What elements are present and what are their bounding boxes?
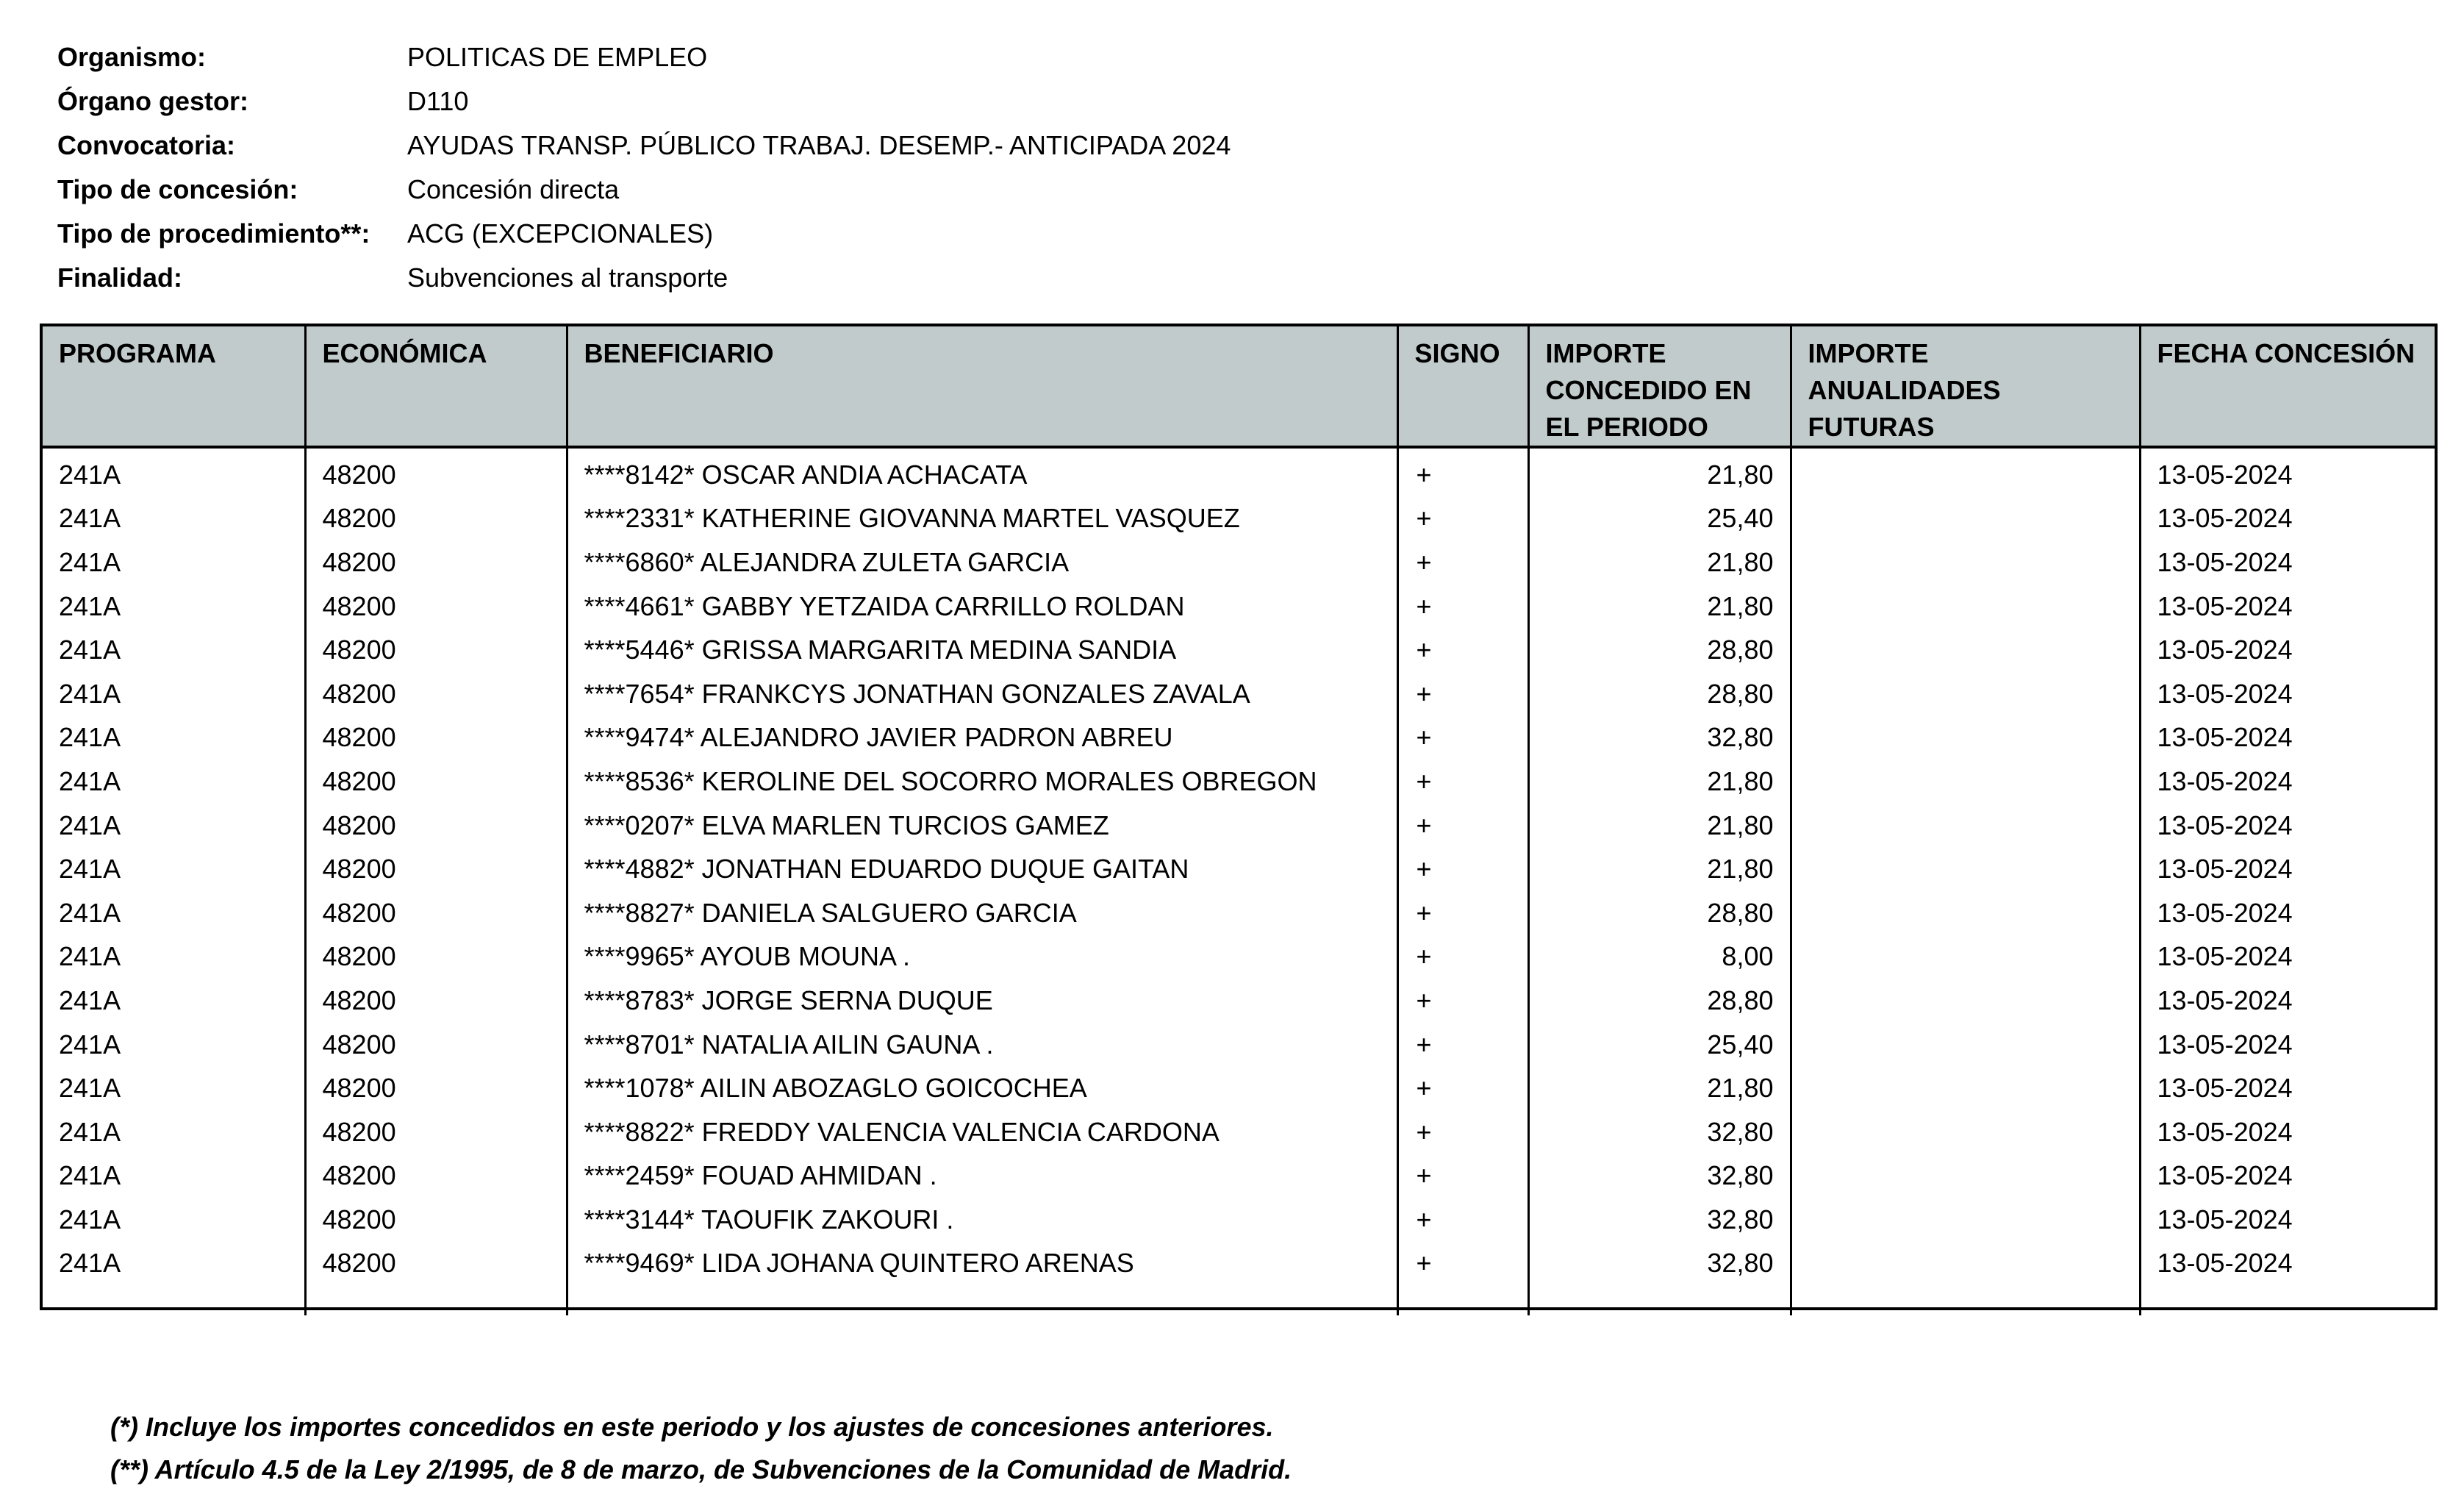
economica-cell: 48200 (305, 891, 567, 935)
economica-cell: 48200 (305, 1154, 567, 1198)
beneficiario-cell: ****8827* DANIELA SALGUERO GARCIA (567, 891, 1397, 935)
programa-cell: 241A (43, 935, 305, 979)
economica-cell: 48200 (305, 935, 567, 979)
column-header-programa: PROGRAMA (43, 326, 305, 447)
signo-cell: + (1397, 1066, 1528, 1110)
header-label: Tipo de concesión: (57, 174, 298, 204)
importe-anualidades-cell (1791, 847, 2140, 891)
economica-cell: 48200 (305, 497, 567, 541)
programa-cell: 241A (43, 1154, 305, 1198)
beneficiario-cell: ****4661* GABBY YETZAIDA CARRILLO ROLDAN (567, 585, 1397, 629)
importe-anualidades-cell (1791, 540, 2140, 585)
filler-cell (1397, 1285, 1528, 1315)
table-row (43, 672, 2435, 716)
filler-cell (305, 1285, 567, 1315)
programa-cell: 241A (43, 540, 305, 585)
grants-table (43, 326, 2435, 1315)
programa-cell: 241A (43, 716, 305, 760)
table-row (43, 1110, 2435, 1154)
programa-cell: 241A (43, 447, 305, 497)
signo-cell: + (1397, 716, 1528, 760)
table-row (43, 1066, 2435, 1110)
beneficiario-cell: ****8822* FREDDY VALENCIA VALENCIA CARDONA (567, 1110, 1397, 1154)
programa-cell: 241A (43, 847, 305, 891)
beneficiario-cell: ****2459* FOUAD AHMIDAN . (567, 1154, 1397, 1198)
importe-concedido-cell: 21,80 (1528, 1066, 1791, 1110)
economica-cell: 48200 (305, 672, 567, 716)
header-value: D110 (407, 86, 469, 116)
fecha-concesion-cell: 13-05-2024 (2157, 590, 2293, 621)
table-row (43, 1198, 2435, 1242)
header-label: Convocatoria: (57, 130, 236, 160)
importe-concedido-cell: 28,80 (1528, 891, 1791, 935)
column-header-signo: SIGNO (1397, 326, 1528, 447)
importe-concedido-cell: 8,00 (1528, 935, 1791, 979)
header-row-organismo (57, 35, 1231, 79)
column-header-fecha-concesion: FECHA CONCESIÓN (2140, 326, 2435, 447)
programa-cell: 241A (43, 891, 305, 935)
column-header-economica: ECONÓMICA (305, 326, 567, 447)
beneficiario-cell: ****0207* ELVA MARLEN TURCIOS GAMEZ (567, 804, 1397, 848)
fecha-concesion-cell: 13-05-2024 (2157, 1248, 2293, 1279)
filler-cell (1791, 1285, 2140, 1315)
programa-cell: 241A (43, 628, 305, 672)
table-header-row (43, 326, 2435, 447)
fecha-concesion-cell: 13-05-2024 (2157, 810, 2293, 840)
header-row-organo-gestor (57, 79, 1231, 124)
header-label: Organismo: (57, 42, 207, 72)
programa-cell: 241A (43, 1110, 305, 1154)
table-body (43, 447, 2435, 1315)
importe-anualidades-cell (1791, 935, 2140, 979)
economica-cell: 48200 (305, 1023, 567, 1067)
table-filler-row (43, 1285, 2435, 1315)
fecha-concesion-cell: 13-05-2024 (2157, 765, 2293, 796)
filler-cell (567, 1285, 1397, 1315)
table-row (43, 628, 2435, 672)
fecha-concesion-cell: 13-05-2024 (2157, 1116, 2293, 1147)
table-row (43, 716, 2435, 760)
signo-cell: + (1397, 1110, 1528, 1154)
importe-anualidades-cell (1791, 891, 2140, 935)
beneficiario-cell: ****1078* AILIN ABOZAGLO GOICOCHEA (567, 1066, 1397, 1110)
fecha-concesion-cell: 13-05-2024 (2157, 635, 2293, 665)
signo-cell: + (1397, 628, 1528, 672)
signo-cell: + (1397, 1242, 1528, 1286)
importe-anualidades-cell (1791, 1242, 2140, 1286)
importe-concedido-cell: 21,80 (1528, 540, 1791, 585)
table-row (43, 847, 2435, 891)
economica-cell: 48200 (305, 628, 567, 672)
header-row-tipo-concesion (57, 168, 1231, 212)
programa-cell: 241A (43, 760, 305, 804)
signo-cell: + (1397, 672, 1528, 716)
filler-cell (1528, 1285, 1791, 1315)
signo-cell: + (1397, 1198, 1528, 1242)
footnotes (110, 1406, 1292, 1491)
footnote: (*) Incluye los importes concedidos en este periodo y los ajustes de concesiones anteriores. (110, 1412, 1274, 1442)
importe-anualidades-cell (1791, 447, 2140, 497)
table-row (43, 979, 2435, 1023)
table-row (43, 891, 2435, 935)
importe-anualidades-cell (1791, 1023, 2140, 1067)
fecha-concesion-cell: 13-05-2024 (2157, 897, 2293, 928)
importe-anualidades-cell (1791, 497, 2140, 541)
column-header-importe-anualidades: IMPORTE ANUALIDADES FUTURAS (1791, 326, 2140, 447)
importe-concedido-cell: 28,80 (1528, 979, 1791, 1023)
importe-concedido-cell: 21,80 (1528, 447, 1791, 497)
economica-cell: 48200 (305, 716, 567, 760)
beneficiario-cell: ****4882* JONATHAN EDUARDO DUQUE GAITAN (567, 847, 1397, 891)
beneficiario-cell: ****8701* NATALIA AILIN GAUNA . (567, 1023, 1397, 1067)
beneficiario-cell: ****9474* ALEJANDRO JAVIER PADRON ABREU (567, 716, 1397, 760)
beneficiario-cell: ****3144* TAOUFIK ZAKOURI . (567, 1198, 1397, 1242)
beneficiario-cell: ****5446* GRISSA MARGARITA MEDINA SANDIA (567, 628, 1397, 672)
signo-cell: + (1397, 891, 1528, 935)
fecha-concesion-cell: 13-05-2024 (2157, 854, 2293, 885)
table-row (43, 760, 2435, 804)
economica-cell: 48200 (305, 447, 567, 497)
fecha-concesion-cell: 13-05-2024 (2157, 722, 2293, 753)
importe-concedido-cell: 32,80 (1528, 1242, 1791, 1286)
importe-anualidades-cell (1791, 716, 2140, 760)
table-row (43, 585, 2435, 629)
programa-cell: 241A (43, 1198, 305, 1242)
table-row (43, 804, 2435, 848)
signo-cell: + (1397, 760, 1528, 804)
fecha-concesion-cell: 13-05-2024 (2157, 459, 2293, 490)
importe-anualidades-cell (1791, 585, 2140, 629)
economica-cell: 48200 (305, 979, 567, 1023)
importe-concedido-cell: 21,80 (1528, 847, 1791, 891)
beneficiario-cell: ****9965* AYOUB MOUNA . (567, 935, 1397, 979)
table-row (43, 1154, 2435, 1198)
fecha-concesion-cell: 13-05-2024 (2157, 546, 2293, 577)
fecha-concesion-cell: 13-05-2024 (2157, 1073, 2293, 1104)
beneficiario-cell: ****6860* ALEJANDRA ZULETA GARCIA (567, 540, 1397, 585)
header-label: Finalidad: (57, 262, 182, 293)
signo-cell: + (1397, 1154, 1528, 1198)
header-label: Tipo de procedimiento**: (57, 218, 370, 249)
table-row (43, 935, 2435, 979)
grants-table-frame (40, 324, 2438, 1310)
table-row (43, 1242, 2435, 1286)
economica-cell: 48200 (305, 1066, 567, 1110)
signo-cell: + (1397, 497, 1528, 541)
beneficiario-cell: ****8783* JORGE SERNA DUQUE (567, 979, 1397, 1023)
header-row-finalidad (57, 256, 1231, 300)
fecha-concesion-cell: 13-05-2024 (2157, 941, 2293, 972)
programa-cell: 241A (43, 1242, 305, 1286)
economica-cell: 48200 (305, 1198, 567, 1242)
signo-cell: + (1397, 540, 1528, 585)
header-value: AYUDAS TRANSP. PÚBLICO TRABAJ. DESEMP.- ANTICIPADA 2024 (407, 130, 1231, 160)
signo-cell: + (1397, 585, 1528, 629)
importe-concedido-cell: 21,80 (1528, 804, 1791, 848)
programa-cell: 241A (43, 497, 305, 541)
header-value: ACG (EXCEPCIONALES) (407, 218, 714, 249)
header-value: Concesión directa (407, 174, 620, 204)
header-value: POLITICAS DE EMPLEO (407, 42, 708, 72)
signo-cell: + (1397, 804, 1528, 848)
importe-concedido-cell: 32,80 (1528, 1198, 1791, 1242)
importe-anualidades-cell (1791, 628, 2140, 672)
fecha-concesion-cell: 13-05-2024 (2157, 1204, 2293, 1235)
signo-cell: + (1397, 847, 1528, 891)
programa-cell: 241A (43, 672, 305, 716)
economica-cell: 48200 (305, 760, 567, 804)
header-value: Subvenciones al transporte (407, 262, 728, 293)
table-row (43, 447, 2435, 497)
fecha-concesion-cell: 13-05-2024 (2157, 1160, 2293, 1191)
economica-cell: 48200 (305, 1110, 567, 1154)
programa-cell: 241A (43, 1066, 305, 1110)
economica-cell: 48200 (305, 585, 567, 629)
beneficiario-cell: ****7654* FRANKCYS JONATHAN GONZALES ZAVALA (567, 672, 1397, 716)
importe-concedido-cell: 32,80 (1528, 1154, 1791, 1198)
importe-concedido-cell: 32,80 (1528, 1110, 1791, 1154)
footnote: (**) Artículo 4.5 de la Ley 2/1995, de 8 de marzo, de Subvenciones de la Comunidad de Madrid. (110, 1454, 1292, 1485)
importe-anualidades-cell (1791, 760, 2140, 804)
fecha-concesion-cell: 13-05-2024 (2157, 503, 2293, 534)
importe-anualidades-cell (1791, 1066, 2140, 1110)
importe-concedido-cell: 25,40 (1528, 497, 1791, 541)
importe-anualidades-cell (1791, 1154, 2140, 1198)
signo-cell: + (1397, 935, 1528, 979)
programa-cell: 241A (43, 804, 305, 848)
importe-anualidades-cell (1791, 804, 2140, 848)
column-header-importe-concedido: IMPORTE CONCEDIDO EN EL PERIODO (1528, 326, 1791, 447)
importe-anualidades-cell (1791, 979, 2140, 1023)
importe-concedido-cell: 25,40 (1528, 1023, 1791, 1067)
beneficiario-cell: ****9469* LIDA JOHANA QUINTERO ARENAS (567, 1242, 1397, 1286)
header-row-tipo-procedimiento (57, 212, 1231, 256)
document-header (57, 35, 1231, 300)
table-row (43, 540, 2435, 585)
importe-concedido-cell: 28,80 (1528, 672, 1791, 716)
programa-cell: 241A (43, 1023, 305, 1067)
column-header-beneficiario: BENEFICIARIO (567, 326, 1397, 447)
importe-concedido-cell: 21,80 (1528, 585, 1791, 629)
importe-concedido-cell: 28,80 (1528, 628, 1791, 672)
filler-cell (43, 1285, 305, 1315)
importe-concedido-cell: 21,80 (1528, 760, 1791, 804)
table-row (43, 1023, 2435, 1067)
economica-cell: 48200 (305, 847, 567, 891)
signo-cell: + (1397, 447, 1528, 497)
economica-cell: 48200 (305, 804, 567, 848)
importe-anualidades-cell (1791, 1110, 2140, 1154)
header-label: Órgano gestor: (57, 86, 249, 116)
importe-anualidades-cell (1791, 1198, 2140, 1242)
importe-concedido-cell: 32,80 (1528, 716, 1791, 760)
programa-cell: 241A (43, 979, 305, 1023)
filler-cell (2140, 1285, 2435, 1315)
fecha-concesion-cell: 13-05-2024 (2157, 1029, 2293, 1060)
beneficiario-cell: ****8142* OSCAR ANDIA ACHACATA (567, 447, 1397, 497)
beneficiario-cell: ****8536* KEROLINE DEL SOCORRO MORALES OBREGON (567, 760, 1397, 804)
table-row (43, 497, 2435, 541)
programa-cell: 241A (43, 585, 305, 629)
signo-cell: + (1397, 979, 1528, 1023)
beneficiario-cell: ****2331* KATHERINE GIOVANNA MARTEL VASQUEZ (567, 497, 1397, 541)
economica-cell: 48200 (305, 540, 567, 585)
fecha-concesion-cell: 13-05-2024 (2157, 678, 2293, 709)
header-row-convocatoria (57, 124, 1231, 168)
fecha-concesion-cell: 13-05-2024 (2157, 985, 2293, 1015)
importe-anualidades-cell (1791, 672, 2140, 716)
signo-cell: + (1397, 1023, 1528, 1067)
economica-cell: 48200 (305, 1242, 567, 1286)
